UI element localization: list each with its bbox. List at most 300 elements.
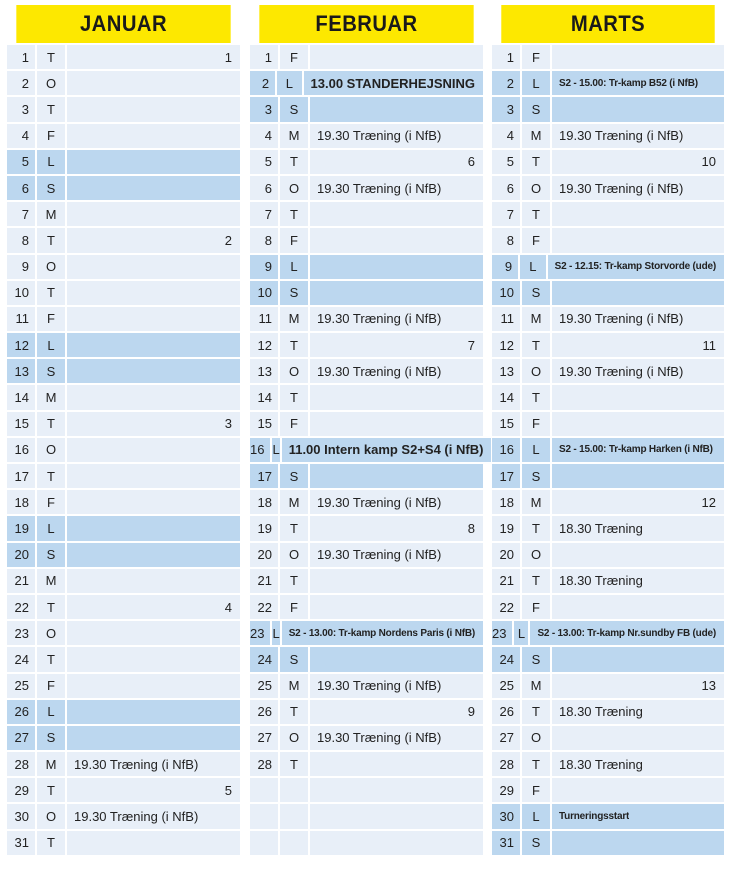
day-number: 31 [492, 831, 520, 855]
day-number [250, 804, 278, 828]
week-number: 9 [467, 704, 475, 720]
day-row [250, 281, 483, 305]
day-row [492, 674, 724, 698]
event-text: 19.30 Træning (i NfB) [559, 180, 684, 196]
day-number: 19 [492, 516, 520, 540]
day-row [7, 359, 240, 383]
day-row [492, 202, 724, 226]
day-row [250, 726, 483, 750]
event-cell [67, 281, 240, 305]
event-cell [552, 464, 724, 488]
day-row [250, 464, 483, 488]
weekday-letter: O [522, 176, 550, 200]
event-cell [67, 307, 240, 331]
event-cell [282, 438, 492, 462]
day-row [492, 333, 724, 357]
event-cell [552, 804, 724, 828]
empty-row [250, 778, 483, 802]
event-text: 19.30 Træning (i NfB) [317, 180, 442, 196]
event-cell [310, 464, 483, 488]
weekday-letter: T [280, 333, 308, 357]
day-number: 14 [7, 385, 35, 409]
event-text: 19.30 Træning (i NfB) [559, 311, 684, 327]
day-number: 27 [7, 726, 35, 750]
day-row [7, 412, 240, 436]
event-cell [67, 674, 240, 698]
event-cell [552, 700, 724, 724]
weekday-letter: O [280, 543, 308, 567]
day-row [7, 281, 240, 305]
day-number: 21 [250, 569, 278, 593]
day-number: 25 [492, 674, 520, 698]
event-cell [310, 333, 483, 357]
weekday-letter: O [37, 804, 65, 828]
day-row [7, 438, 240, 462]
day-row [250, 569, 483, 593]
event-cell [67, 150, 240, 174]
event-cell [67, 778, 240, 802]
day-row [7, 150, 240, 174]
weekday-letter: F [280, 45, 308, 69]
day-row [250, 307, 483, 331]
event-cell [552, 71, 724, 95]
weekday-letter: S [522, 831, 550, 855]
event-cell [310, 150, 483, 174]
weekday-letter: S [37, 726, 65, 750]
event-cell [67, 228, 240, 252]
weekday-letter: M [522, 307, 550, 331]
day-row [250, 516, 483, 540]
day-number: 21 [7, 569, 35, 593]
day-row [7, 97, 240, 121]
event-cell [304, 71, 483, 95]
weekday-letter: F [37, 124, 65, 148]
event-cell [310, 385, 483, 409]
event-text: 13.00 STANDERHEJSNING [310, 75, 475, 91]
weekday-letter: M [37, 385, 65, 409]
weekday-letter: L [272, 438, 279, 462]
day-row [492, 621, 724, 645]
day-row [492, 647, 724, 671]
event-cell [310, 255, 483, 279]
month-title: JANUAR [16, 5, 230, 43]
day-number: 5 [7, 150, 35, 174]
weekday-letter: F [522, 778, 550, 802]
day-row [250, 490, 483, 514]
day-row [7, 333, 240, 357]
day-number: 20 [7, 543, 35, 567]
day-row [7, 595, 240, 619]
weekday-letter: F [522, 595, 550, 619]
day-row [492, 307, 724, 331]
day-row [250, 543, 483, 567]
day-number: 6 [492, 176, 520, 200]
day-row [250, 71, 483, 95]
day-number: 22 [250, 595, 278, 619]
weekday-letter: F [522, 412, 550, 436]
day-number: 30 [7, 804, 35, 828]
event-cell [67, 412, 240, 436]
day-number: 15 [250, 412, 278, 436]
event-cell [67, 831, 240, 855]
event-text: S2 - 13.00: Tr-kamp Nordens Paris (i NfB) [288, 627, 476, 639]
weekday-letter: S [280, 97, 308, 121]
event-cell [67, 647, 240, 671]
day-number: 26 [492, 700, 520, 724]
weekday-letter: T [522, 150, 550, 174]
day-number [250, 778, 278, 802]
event-text: 18.30 Træning [559, 573, 643, 589]
weekday-letter: M [280, 124, 308, 148]
weekday-letter: M [522, 124, 550, 148]
day-row [492, 804, 724, 828]
weekday-letter: T [37, 464, 65, 488]
day-row [7, 831, 240, 855]
day-number: 4 [7, 124, 35, 148]
day-number: 26 [7, 700, 35, 724]
day-number: 4 [250, 124, 278, 148]
day-number: 15 [492, 412, 520, 436]
day-number: 2 [492, 71, 520, 95]
day-number: 21 [492, 569, 520, 593]
day-number: 13 [7, 359, 35, 383]
event-cell [548, 255, 724, 279]
event-cell [552, 202, 724, 226]
day-number: 10 [7, 281, 35, 305]
event-text: S2 - 15.00: Tr-kamp Harken (i NfB) [559, 444, 713, 456]
day-number: 24 [492, 647, 520, 671]
month-rows [250, 45, 483, 855]
day-number: 30 [492, 804, 520, 828]
event-cell [552, 543, 724, 567]
day-row [492, 516, 724, 540]
day-number: 24 [250, 647, 278, 671]
weekday-letter: T [37, 281, 65, 305]
event-cell [552, 752, 724, 776]
event-cell [67, 543, 240, 567]
weekday-letter: L [514, 621, 528, 645]
weekday-letter: L [272, 621, 279, 645]
day-row [7, 700, 240, 724]
day-number: 3 [492, 97, 520, 121]
day-number: 14 [492, 385, 520, 409]
day-row [7, 778, 240, 802]
event-cell [67, 385, 240, 409]
day-number: 18 [492, 490, 520, 514]
day-row [7, 569, 240, 593]
day-number: 11 [492, 307, 520, 331]
event-cell [552, 97, 724, 121]
event-cell [67, 202, 240, 226]
day-number: 16 [492, 438, 520, 462]
day-number: 23 [250, 621, 270, 645]
day-number: 15 [7, 412, 35, 436]
weekday-letter: M [37, 569, 65, 593]
event-cell [552, 124, 724, 148]
month-column [7, 5, 240, 857]
event-cell [310, 752, 483, 776]
day-number: 8 [492, 228, 520, 252]
event-text: 19.30 Træning (i NfB) [74, 756, 199, 772]
event-cell [67, 333, 240, 357]
day-row [250, 621, 483, 645]
weekday-letter: T [280, 700, 308, 724]
weekday-letter: T [522, 516, 550, 540]
event-cell [67, 71, 240, 95]
event-cell [530, 621, 724, 645]
event-cell [552, 307, 724, 331]
week-number: 11 [702, 337, 716, 353]
day-row [7, 202, 240, 226]
day-number: 12 [7, 333, 35, 357]
day-number: 11 [7, 307, 35, 331]
weekday-letter: T [280, 569, 308, 593]
day-row [492, 752, 724, 776]
weekday-letter: T [37, 97, 65, 121]
weekday-letter: S [37, 359, 65, 383]
weekday-letter: S [280, 281, 308, 305]
day-row [250, 255, 483, 279]
event-text: 18.30 Træning [559, 756, 643, 772]
day-number: 25 [250, 674, 278, 698]
day-row [7, 647, 240, 671]
week-number: 6 [467, 154, 475, 170]
day-number: 19 [250, 516, 278, 540]
weekday-letter: S [522, 647, 550, 671]
day-row [7, 71, 240, 95]
event-text: 19.30 Træning (i NfB) [317, 678, 442, 694]
weekday-letter: S [522, 464, 550, 488]
weekday-letter: O [280, 176, 308, 200]
event-cell [310, 543, 483, 567]
day-row [492, 385, 724, 409]
weekday-letter: O [37, 71, 65, 95]
weekday-letter: F [280, 412, 308, 436]
event-cell [552, 385, 724, 409]
event-cell [552, 176, 724, 200]
day-row [250, 97, 483, 121]
day-row [7, 228, 240, 252]
day-number: 3 [7, 97, 35, 121]
weekday-letter: L [522, 438, 550, 462]
weekday-letter: M [280, 307, 308, 331]
event-cell [310, 490, 483, 514]
day-number: 9 [7, 255, 35, 279]
day-number: 13 [492, 359, 520, 383]
day-number: 1 [250, 45, 278, 69]
event-cell [310, 97, 483, 121]
weekday-letter: T [37, 647, 65, 671]
day-number: 7 [250, 202, 278, 226]
day-number: 8 [250, 228, 278, 252]
weekday-letter: T [37, 412, 65, 436]
month-column [492, 5, 724, 857]
empty-row [250, 804, 483, 828]
day-number: 17 [250, 464, 278, 488]
weekday-letter: M [522, 490, 550, 514]
weekday-letter: T [522, 569, 550, 593]
weekday-letter: T [37, 595, 65, 619]
day-row [7, 124, 240, 148]
day-row [250, 647, 483, 671]
day-row [492, 778, 724, 802]
weekday-letter: T [280, 385, 308, 409]
day-number: 13 [250, 359, 278, 383]
day-row [250, 228, 483, 252]
day-row [492, 281, 724, 305]
event-cell [67, 176, 240, 200]
event-cell [552, 45, 724, 69]
day-row [492, 412, 724, 436]
day-row [250, 385, 483, 409]
event-cell [552, 438, 724, 462]
day-row [250, 412, 483, 436]
event-cell [310, 307, 483, 331]
day-row [492, 543, 724, 567]
weekday-letter: L [37, 333, 65, 357]
day-row [492, 176, 724, 200]
day-row [492, 490, 724, 514]
day-number: 17 [7, 464, 35, 488]
day-row [7, 490, 240, 514]
day-row [492, 97, 724, 121]
event-cell [552, 150, 724, 174]
weekday-letter: F [280, 595, 308, 619]
month-rows [7, 45, 240, 855]
weekday-letter: O [522, 359, 550, 383]
day-number: 3 [250, 97, 278, 121]
day-row [492, 464, 724, 488]
day-number: 11 [250, 307, 278, 331]
event-text: 11.00 Intern kamp S2+S4 (i NfB) [288, 442, 484, 458]
day-row [492, 124, 724, 148]
week-number: 13 [701, 678, 716, 694]
event-cell [552, 726, 724, 750]
event-text: 19.30 Træning (i NfB) [317, 128, 442, 144]
weekday-letter: T [280, 150, 308, 174]
event-text: S2 - 12.15: Tr-kamp Storvorde (ude) [554, 261, 716, 273]
day-row [7, 255, 240, 279]
weekday-letter: T [37, 228, 65, 252]
weekday-letter: M [37, 202, 65, 226]
event-cell [552, 228, 724, 252]
weekday-letter: O [522, 543, 550, 567]
day-number: 27 [492, 726, 520, 750]
weekday-letter: F [280, 228, 308, 252]
day-number: 6 [7, 176, 35, 200]
month-column [250, 5, 483, 857]
day-row [492, 359, 724, 383]
day-row [492, 228, 724, 252]
event-cell [552, 674, 724, 698]
event-text: 19.30 Træning (i NfB) [559, 128, 684, 144]
weekday-letter: T [522, 752, 550, 776]
weekday-letter: F [522, 228, 550, 252]
event-text: S2 - 13.00: Tr-kamp Nr.sundby FB (ude) [537, 627, 716, 639]
day-row [250, 333, 483, 357]
day-number: 10 [492, 281, 520, 305]
weekday-letter: O [280, 726, 308, 750]
event-cell [552, 333, 724, 357]
day-number: 20 [250, 543, 278, 567]
event-cell [67, 255, 240, 279]
day-number: 16 [7, 438, 35, 462]
day-row [7, 385, 240, 409]
event-cell [67, 569, 240, 593]
day-row [7, 464, 240, 488]
event-cell [67, 464, 240, 488]
weekday-letter: L [522, 71, 550, 95]
event-cell [310, 831, 483, 855]
day-row [492, 726, 724, 750]
weekday-letter: T [280, 752, 308, 776]
day-number [250, 831, 278, 855]
day-number: 26 [250, 700, 278, 724]
event-text: 19.30 Træning (i NfB) [559, 363, 684, 379]
event-cell [310, 726, 483, 750]
event-cell [282, 621, 483, 645]
event-cell [67, 516, 240, 540]
day-number: 27 [250, 726, 278, 750]
event-cell [552, 281, 724, 305]
day-number: 12 [492, 333, 520, 357]
weekday-letter: L [520, 255, 546, 279]
week-number: 7 [467, 337, 475, 353]
weekday-letter: T [522, 385, 550, 409]
day-number: 18 [7, 490, 35, 514]
weekday-letter: S [522, 281, 550, 305]
event-cell [310, 674, 483, 698]
day-number: 10 [250, 281, 278, 305]
day-row [250, 595, 483, 619]
weekday-letter: F [37, 307, 65, 331]
week-number: 2 [224, 232, 232, 248]
event-cell [310, 516, 483, 540]
weekday-letter: S [280, 647, 308, 671]
week-number: 8 [467, 520, 475, 536]
day-row [7, 516, 240, 540]
day-row [492, 569, 724, 593]
weekday-letter: L [522, 804, 550, 828]
event-cell [67, 490, 240, 514]
event-cell [552, 412, 724, 436]
event-cell [67, 97, 240, 121]
event-cell [310, 202, 483, 226]
weekday-letter: F [522, 45, 550, 69]
event-cell [67, 124, 240, 148]
day-row [7, 726, 240, 750]
day-number: 25 [7, 674, 35, 698]
weekday-letter [280, 778, 308, 802]
event-cell [310, 412, 483, 436]
day-number: 20 [492, 543, 520, 567]
weekday-letter: T [522, 202, 550, 226]
event-text: S2 - 15.00: Tr-kamp B52 (i NfB) [559, 77, 698, 89]
day-row [492, 700, 724, 724]
weekday-letter: S [522, 97, 550, 121]
empty-row [250, 831, 483, 855]
weekday-letter: T [37, 778, 65, 802]
weekday-letter: T [37, 831, 65, 855]
month-rows [492, 45, 724, 855]
day-number: 14 [250, 385, 278, 409]
event-cell [310, 176, 483, 200]
day-number: 7 [492, 202, 520, 226]
weekday-letter: O [37, 438, 65, 462]
day-number: 9 [250, 255, 278, 279]
week-number: 10 [701, 154, 716, 170]
day-number: 23 [7, 621, 35, 645]
